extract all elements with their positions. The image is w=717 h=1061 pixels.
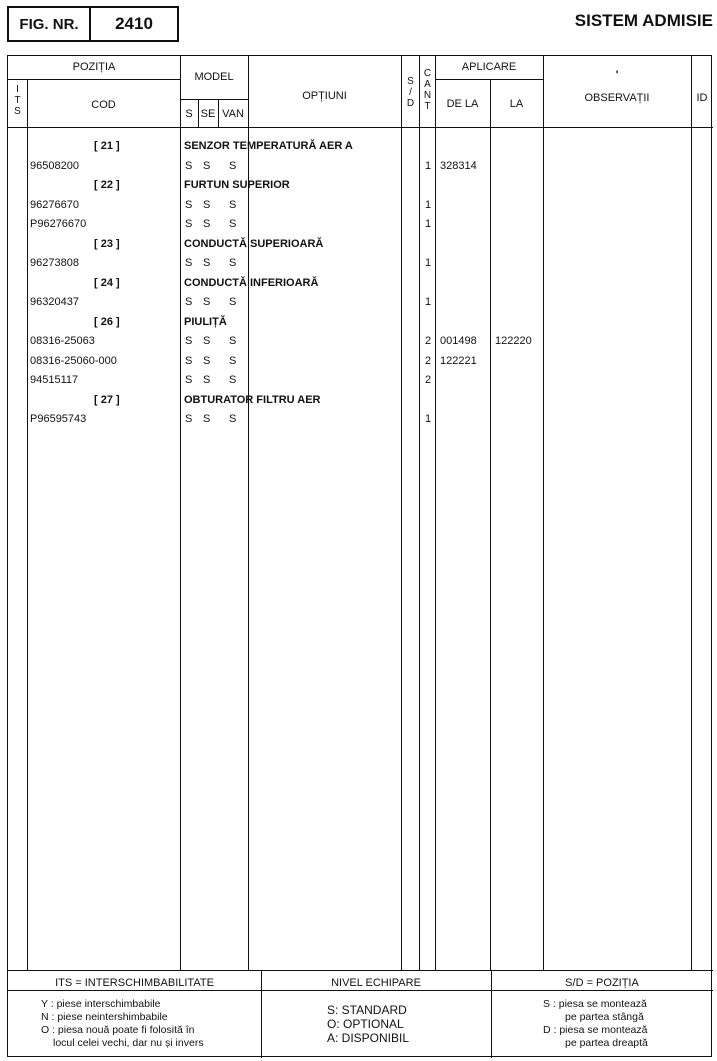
la-header: LA [509,98,524,110]
its-letter: T [14,95,21,106]
part-description: PIULIȚĂ [184,315,227,328]
model-van-value: S [229,296,237,308]
model-van-value: S [229,354,237,367]
group-row [8,390,713,410]
de-la-value: 001498 [440,335,477,347]
figure-number-box [7,6,179,42]
part-row [8,409,713,429]
model-se-value: S [203,335,211,347]
model-s-value: S [185,218,193,230]
model-van-value: S [229,198,237,211]
model-van-header: VAN [222,108,244,120]
part-code: P96595743 [30,413,87,425]
figure-label: FIG. NR. [9,8,91,40]
part-code: 08316-25063 [30,335,95,347]
system-title: SISTEM ADMISIE [574,11,713,30]
model-s-value: S [185,413,193,425]
position-number: [ 21 ] [94,140,120,152]
quantity-value: 1 [425,413,432,425]
model-header: MODEL [194,71,234,83]
position-number: [ 27 ] [94,393,120,406]
nivel-legend-line: S: STANDARD [327,1003,407,1017]
divider [8,79,180,80]
sd-header [404,76,417,109]
part-description: CONDUCTĂ INFERIOARĂ [184,276,319,289]
group-row [8,312,713,332]
part-row [8,156,713,176]
model-s-value: S [185,335,193,347]
position-number: [ 24 ] [94,276,120,289]
part-code: 94515117 [30,374,79,386]
cant-letter: N [423,90,432,101]
sd-legend-line: D : piesa se montează [543,1024,648,1036]
model-van-value: S [229,257,237,269]
part-row [8,370,713,390]
part-row [8,351,713,371]
quantity-value: 1 [425,257,432,269]
part-code: 08316-25060-000 [30,354,117,367]
quantity-value: 2 [425,354,432,367]
model-van-value: S [229,335,237,347]
sd-letter: S [407,76,414,87]
sd-legend-title: S/D = POZIȚIA [565,977,639,989]
model-se-value: S [203,218,211,230]
part-row [8,214,713,234]
pozitia-header: POZIȚIA [72,61,116,73]
part-code: 96276670 [30,198,79,211]
part-description: FURTUN SUPERIOR [184,179,290,191]
nivel-legend-title: NIVEL ECHIPARE [331,977,421,989]
model-van-value: S [229,159,237,172]
part-description: OBTURATOR FILTRU AER [184,393,321,406]
its-header [12,84,23,117]
position-number: [ 22 ] [94,179,120,191]
quantity-value: 1 [425,159,432,172]
divider [435,79,543,80]
cant-letter: A [424,79,431,90]
model-s-value: S [185,374,193,386]
optiuni-header: OPȚIUNI [302,90,347,102]
footer-title-line [8,990,713,991]
sd-legend-line: S : piesa se montează [543,998,647,1010]
quantity-value: 1 [425,218,432,230]
its-letter: S [14,106,21,117]
quantity-value: 1 [425,198,432,211]
cant-letter: T [424,101,431,112]
its-legend-line: locul celei vechi, dar nu și invers [53,1037,204,1049]
figure-number: 2410 [115,14,153,33]
de-la-value: 328314 [440,159,477,172]
de-la-value: 122221 [440,354,477,367]
group-row [8,234,713,254]
model-van-value: S [229,218,237,230]
cant-letter: C [423,68,432,79]
aplicare-header: APLICARE [461,61,517,73]
observatii-mark: ' [615,69,619,81]
quantity-value: 1 [425,296,432,308]
nivel-legend-line: A: DISPONIBIL [327,1031,410,1045]
part-row [8,292,713,312]
its-legend-title: ITS = INTERSCHIMBABILITATE [55,977,214,989]
group-row [8,136,713,156]
its-legend-line: N : piese neintershimbabile [41,1011,168,1023]
its-legend-line: Y : piese interschimbabile [41,998,161,1010]
model-s-value: S [185,296,193,308]
parts-table [7,55,712,1057]
model-se-value: S [203,413,211,425]
model-s-value: S [185,159,193,172]
position-number: [ 23 ] [94,237,120,250]
part-row [8,331,713,351]
sd-legend-line: pe partea dreaptă [565,1037,648,1049]
part-code: P96276670 [30,218,87,230]
part-row [8,253,713,273]
group-row [8,175,713,195]
model-s-value: S [185,198,193,211]
sd-legend-line: pe partea stângă [565,1011,644,1023]
sd-letter: D [406,98,415,109]
sd-letter: / [409,87,412,98]
its-legend-line: O : piesa nouă poate fi folosită în [41,1024,195,1036]
footer-top-line [8,970,713,971]
part-code: 96320437 [30,296,79,308]
header-bottom-line [8,127,713,128]
cod-header: COD [91,99,116,111]
model-se-header: SE [200,108,216,120]
la-value: 122220 [495,335,532,347]
model-s-value: S [185,354,193,367]
model-se-value: S [203,296,211,308]
quantity-value: 2 [425,374,432,386]
model-se-value: S [203,374,211,386]
model-van-value: S [229,413,237,425]
de-la-header: DE LA [446,98,479,110]
id-header: ID [696,92,708,104]
model-se-value: S [203,159,211,172]
model-se-value: S [203,257,211,269]
divider [180,99,248,100]
observatii-header: OBSERVAȚII [584,92,650,104]
part-description: SENZOR TEMPERATURĂ AER A [184,140,353,152]
part-code: 96273808 [30,257,79,269]
group-row [8,273,713,293]
its-letter: I [16,84,19,95]
part-description: CONDUCTĂ SUPERIOARĂ [184,237,324,250]
position-number: [ 26 ] [94,315,120,328]
part-code: 96508200 [30,159,79,172]
model-se-value: S [203,354,211,367]
quantity-value: 2 [425,335,432,347]
nivel-legend-line: O: OPTIONAL [327,1017,404,1031]
part-row [8,195,713,215]
model-s-value: S [185,257,193,269]
model-se-value: S [203,198,211,211]
model-s-header: S [185,108,193,120]
model-van-value: S [229,374,237,386]
cant-header [421,68,434,112]
